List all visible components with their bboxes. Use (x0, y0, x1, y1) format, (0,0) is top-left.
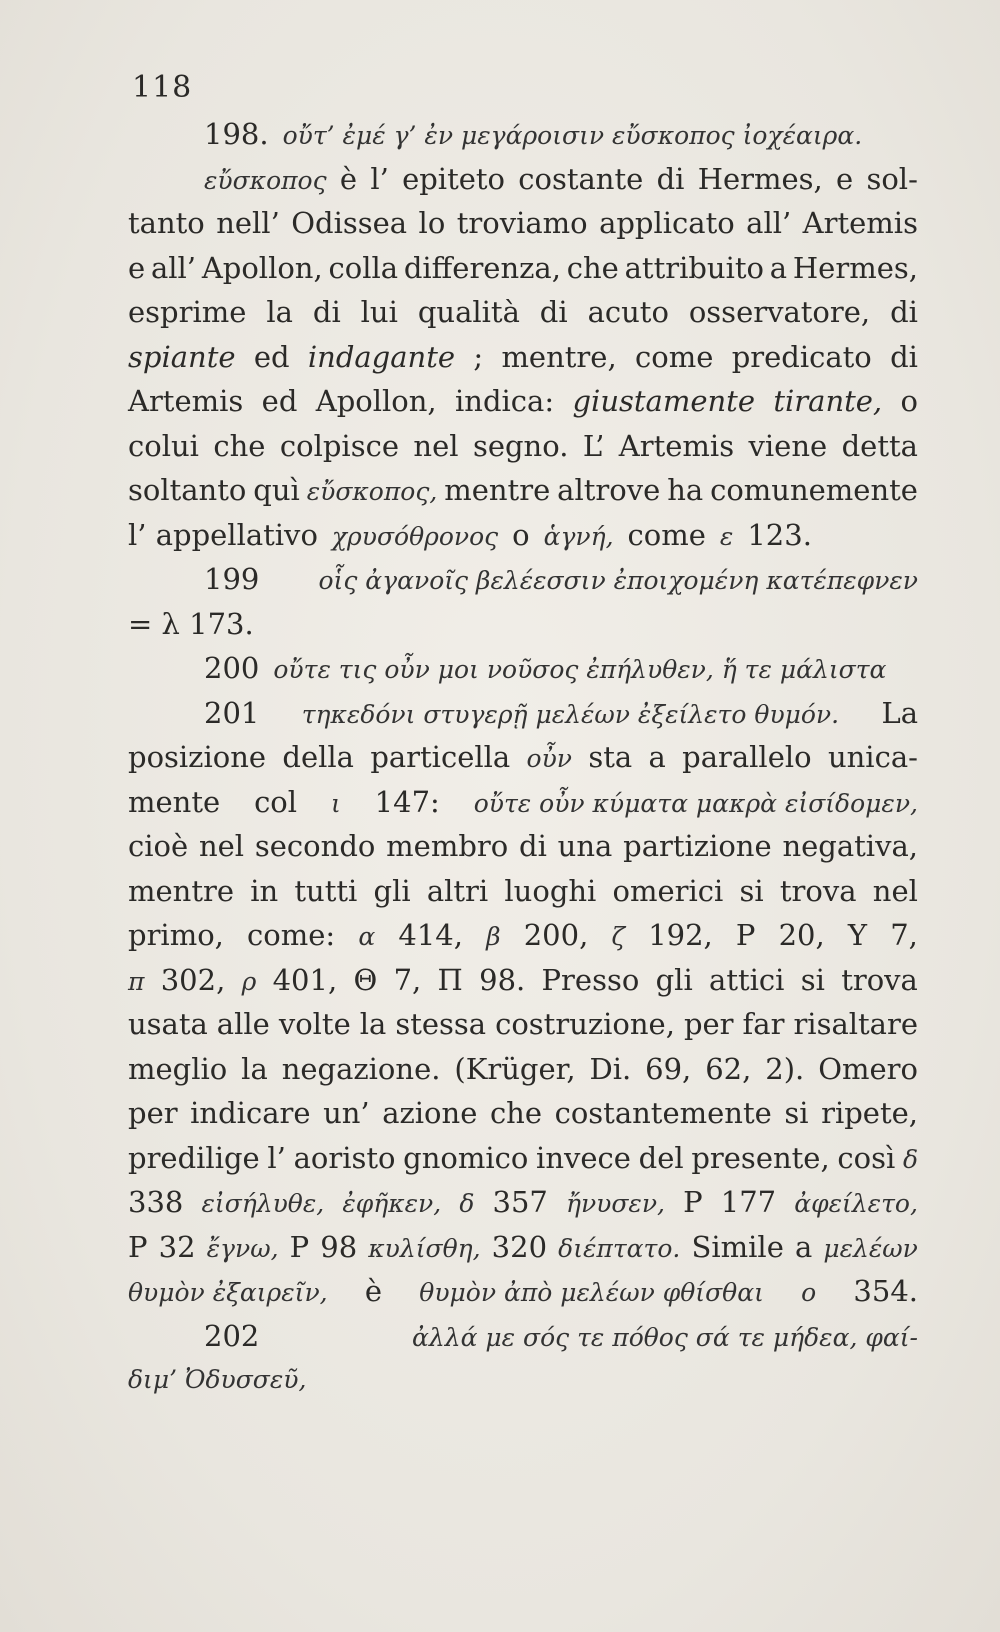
word: osservatore, (688, 295, 871, 329)
word: posizione (128, 740, 267, 774)
word: Υ (847, 918, 868, 952)
italic-term: giustamente (572, 384, 755, 418)
word: 414, (398, 918, 463, 952)
text-line (128, 691, 918, 736)
word: all’ (150, 250, 197, 285)
text-line (128, 557, 918, 602)
text-line (128, 201, 918, 246)
word: predicato (731, 339, 872, 374)
word: mentre, (501, 339, 617, 374)
word: 98 (320, 1229, 358, 1264)
word: col (254, 784, 298, 819)
text-line (128, 1047, 918, 1092)
word: sol- (866, 161, 918, 196)
text-line (128, 735, 918, 780)
word: che (489, 1096, 543, 1130)
word: 354. (853, 1274, 918, 1308)
word: azione (382, 1096, 478, 1130)
word: invece (536, 1140, 631, 1175)
word: attici (709, 962, 785, 997)
word: Ρ (735, 918, 756, 952)
word: volte (278, 1007, 351, 1041)
word: viene (748, 428, 828, 463)
word: Artemis (618, 428, 735, 463)
word: indica: (455, 384, 555, 418)
word: del (638, 1140, 684, 1175)
word: e (128, 250, 146, 285)
word: e (836, 161, 854, 196)
word: di (519, 829, 547, 863)
italic-term: spiante (128, 339, 236, 374)
word: meglio (128, 1051, 228, 1086)
greek-quote: ζ (611, 922, 626, 951)
greek-quote: θυμὸν ἐξαιρεῖν, (128, 1278, 328, 1307)
text-line (128, 1314, 918, 1359)
word: segno. (472, 428, 569, 463)
word: 177 (720, 1185, 777, 1219)
text-line (128, 157, 918, 202)
word: è (364, 1274, 383, 1308)
word: gnomico (403, 1140, 529, 1175)
greek-quote: δ (902, 1144, 918, 1174)
word: Simile (691, 1229, 784, 1264)
word: è (339, 161, 358, 196)
greek-quote: β (486, 922, 501, 951)
word: aoristo (293, 1140, 396, 1175)
word: 123. (747, 517, 812, 552)
greek-quote: χρυσόθρονος (331, 521, 499, 551)
word: all’ (746, 206, 792, 240)
word: luoghi (504, 873, 597, 908)
text-line (128, 1091, 918, 1136)
word: una (557, 829, 613, 863)
text-line (128, 1269, 918, 1314)
word: costruzione, (495, 1007, 675, 1041)
word: negativa, (782, 829, 918, 863)
word: Di. (589, 1051, 632, 1086)
greek-quote: οὔτ’ ἐμέ γ’ ἐν μεγάροισιν εὔσκοπος ἰοχέαιρα. (282, 121, 863, 150)
word: l’ appellativo (128, 517, 318, 552)
text-block (128, 112, 918, 1403)
word: 199 (204, 562, 260, 596)
word: secondo (254, 829, 376, 863)
word: di (312, 295, 341, 329)
word: Artemis (128, 384, 244, 418)
word: della (282, 740, 354, 774)
greek-quote: οὔτε οὖν κύματα μακρὰ εἰσίδομεν, (473, 788, 918, 818)
word: l’ (267, 1140, 286, 1175)
word: la (266, 295, 293, 329)
word: che (213, 428, 266, 463)
greek-quote: τηκεδόνι στυγερῇ μελέων ἐξείλετο θυμόν. (301, 699, 840, 729)
word: indicare (190, 1096, 311, 1130)
greek-quote: ε (719, 521, 734, 551)
word: quì (253, 473, 300, 507)
word: gli (373, 873, 411, 908)
word: per (128, 1096, 178, 1130)
word: 98. (479, 962, 526, 997)
word: trova (779, 873, 857, 908)
word: omerici (612, 873, 724, 908)
word: costante (518, 161, 644, 196)
greek-quote: ἀλλά με σός τε πόθος σά τε μήδεα, φαί- (412, 1322, 918, 1352)
word: comunemente (710, 473, 918, 507)
greek-quote: ἁγνή, (543, 521, 614, 551)
word: Presso (541, 962, 640, 997)
word: qualità (417, 295, 520, 329)
word: nell’ (216, 206, 280, 240)
word: risaltare (793, 1007, 918, 1041)
word: un’ (323, 1096, 370, 1130)
word: usata (128, 1007, 208, 1041)
word: 147: (374, 784, 440, 819)
word: cioè (128, 829, 189, 863)
word: 20, (778, 918, 825, 952)
word: 62, (705, 1051, 752, 1086)
word: 357 (492, 1185, 548, 1219)
text-line (128, 513, 918, 558)
word: 338 (128, 1185, 184, 1219)
greek-quote: εἰσήλυθε, (201, 1189, 325, 1218)
greek-quote: ἔγνω, (206, 1233, 279, 1263)
greek-quote: κυλίσθη, (368, 1233, 481, 1263)
word: 401, (272, 962, 338, 997)
word: Apollon, (201, 250, 323, 285)
word: ha (667, 473, 704, 507)
word: P (289, 1229, 310, 1264)
word: a (769, 250, 788, 285)
word: 2). (765, 1051, 805, 1086)
word: esprime (128, 295, 247, 329)
word: (Krüger, (454, 1051, 576, 1086)
text-line (128, 913, 918, 958)
word: ripete, (821, 1096, 918, 1130)
greek-quote: ἐφῆκεν, (342, 1189, 442, 1218)
word: altrove (557, 473, 661, 507)
word: 7, (890, 918, 918, 952)
word: Apollon, (315, 384, 437, 418)
word: P (683, 1185, 703, 1219)
word: si (739, 873, 764, 908)
word: Artemis (802, 206, 918, 240)
word: così (837, 1140, 896, 1175)
word: attribuito (624, 250, 764, 285)
word: 198. (204, 117, 269, 151)
word: lo (418, 206, 446, 240)
word: la (359, 1007, 387, 1041)
word: lui (360, 295, 398, 329)
word: in (250, 873, 279, 908)
word: si (784, 1096, 809, 1130)
text-line (128, 958, 918, 1003)
text-line (128, 1225, 918, 1270)
word: ed (261, 384, 298, 418)
word: l’ (370, 161, 389, 196)
text-line (128, 1180, 918, 1225)
word: come: (247, 918, 336, 952)
text-line (128, 379, 918, 424)
word: per (683, 1007, 734, 1041)
word: differenza, (403, 250, 561, 285)
word: 201 (204, 695, 260, 730)
text-line (128, 424, 918, 469)
word: colpisce (279, 428, 399, 463)
word: predilige (128, 1140, 260, 1175)
word: la (241, 1051, 268, 1086)
word: che (566, 250, 619, 285)
word: a (648, 740, 666, 774)
word: tanto (128, 206, 205, 240)
word: 200, (523, 918, 589, 952)
word: di (890, 295, 918, 329)
greek-quote: ἀφείλετο, (794, 1189, 918, 1218)
word: far (742, 1007, 785, 1041)
greek-quote: ρ (241, 966, 257, 996)
greek-quote: π (128, 966, 145, 996)
greek-quote: ἤνυσεν, (565, 1189, 665, 1218)
word: a (794, 1229, 813, 1264)
word: nel (413, 428, 459, 463)
word: ; (473, 339, 484, 374)
word: o (900, 384, 918, 418)
word: mentre (128, 873, 235, 908)
word: Odissea (291, 206, 408, 240)
greek-quote: οἷς ἀγανοῖς βελέεσσιν ἐποιχομένη κατέπεφνεν (318, 566, 918, 595)
word: come (635, 339, 714, 374)
word: colui (128, 428, 199, 463)
word: detta (841, 428, 918, 463)
word: o (512, 517, 530, 552)
word: stessa (395, 1007, 487, 1041)
word: negazione. (281, 1051, 441, 1086)
greek-quote: θυμὸν ἀπὸ μελέων φθίσθαι (419, 1278, 764, 1307)
word: = λ 173. (128, 606, 254, 641)
word: Hermes, (697, 161, 823, 196)
word: 192, (648, 918, 713, 952)
word: 202 (204, 1318, 260, 1353)
text-line (128, 1002, 918, 1047)
greek-quote: α (358, 922, 376, 951)
greek-quote: ι (330, 788, 341, 818)
page-number: 118 (132, 70, 193, 105)
word: acuto (587, 295, 669, 329)
word: 320 (491, 1229, 548, 1264)
greek-quote: μελέων (823, 1233, 918, 1263)
text-line (128, 290, 918, 335)
word: soltanto (128, 473, 247, 507)
word: colla (328, 250, 399, 285)
word: applicato (599, 206, 735, 240)
text-line (128, 1136, 918, 1181)
greek-quote: εὔσκοπος, (306, 477, 438, 506)
word: mente (128, 784, 221, 819)
word: presente, (691, 1140, 830, 1175)
greek-quote: οὔτε τις οὖν μοι νοῦσος ἐπήλυθεν, ἥ τε μάλιστα (273, 655, 887, 684)
text-line (128, 468, 918, 513)
word: Hermes, (792, 250, 918, 285)
text-line (128, 602, 918, 647)
text-line (128, 646, 918, 691)
word: parallelo (682, 740, 812, 774)
greek-quote: οὖν (526, 744, 572, 773)
word: sta (588, 740, 633, 774)
word: P (128, 1229, 148, 1264)
word: di (539, 295, 568, 329)
word: ed (253, 339, 290, 374)
word: 302, (160, 962, 226, 997)
word: partizione (623, 829, 772, 863)
word: primo, (128, 918, 224, 952)
text-line (128, 824, 918, 869)
word: Π (437, 962, 463, 997)
italic-term: tirante, (773, 384, 883, 418)
word: nel (872, 873, 918, 908)
word: Omero (818, 1051, 918, 1086)
word: troviamo (456, 206, 588, 240)
text-line (128, 869, 918, 914)
word: particella (370, 740, 511, 774)
word: unica- (827, 740, 918, 774)
word: 7, (393, 962, 422, 997)
word: gli (655, 962, 693, 997)
word: L’ (582, 428, 605, 463)
word: mentre (444, 473, 551, 507)
word: 32 (158, 1229, 196, 1264)
word: di (890, 339, 918, 374)
greek-quote: διέπτατο. (558, 1233, 681, 1263)
word: nel (198, 829, 245, 863)
word: alle (216, 1007, 270, 1041)
word: come (627, 517, 706, 552)
text-line (128, 112, 918, 157)
text-line (128, 780, 918, 825)
word: trova (841, 962, 918, 997)
italic-term: indagante (307, 339, 456, 374)
word: di (656, 161, 685, 196)
word: costantemente (554, 1096, 772, 1130)
word: 200 (204, 651, 260, 685)
word: membro (386, 829, 509, 863)
greek-quote: εὔσκοπος (204, 165, 327, 195)
word: tutti (294, 873, 358, 908)
word: epiteto (402, 161, 506, 196)
word: Θ (353, 962, 378, 997)
word: si (800, 962, 825, 997)
word: 69, (645, 1051, 692, 1086)
greek-quote: διμ’ Ὀδυσσεῦ, (128, 1365, 307, 1394)
greek-quote: ο (801, 1278, 817, 1307)
text-line (128, 1358, 918, 1403)
text-line (128, 335, 918, 380)
greek-quote: δ (459, 1189, 475, 1218)
word: La (881, 695, 918, 730)
text-line (128, 246, 918, 291)
word: altri (426, 873, 489, 908)
